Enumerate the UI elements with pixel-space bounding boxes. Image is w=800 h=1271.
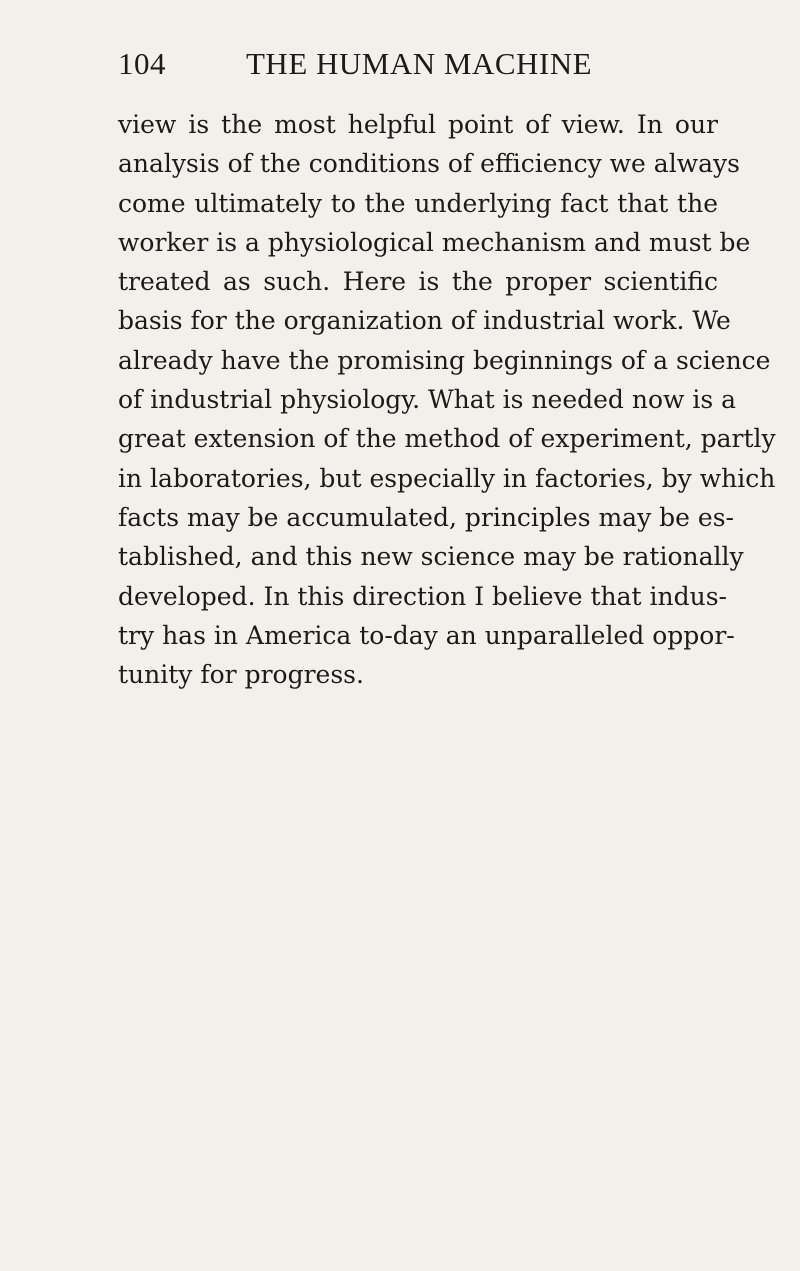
text-line: view is the most helpful point of view. In our [118, 110, 718, 139]
text-line: in laboratories, but especially in factories, by which [118, 463, 776, 493]
text-line: already have the promising beginnings of a science [118, 345, 771, 375]
body-paragraph [118, 105, 776, 694]
text-line: tablished, and this new science may be rationally [118, 542, 744, 572]
text-line: facts may be accumulated, principles may be es- [118, 502, 734, 532]
text-line: come ultimately to the underlying fact that the [118, 188, 718, 218]
text-line: treated as such. Here is the proper scientific [118, 267, 718, 297]
text-line: analysis of the conditions of efficiency we always [118, 149, 740, 179]
page-number: 104 [118, 46, 166, 81]
text-line: of industrial physiology. What is needed now is a [118, 385, 737, 415]
text-line: tunity for progress. [118, 660, 364, 690]
text-line: worker is a physiological mechanism and must be [118, 227, 751, 257]
text-line: basis for the organization of industrial work. We [118, 306, 731, 336]
running-title: THE HUMAN MACHINE [246, 46, 593, 81]
running-head [118, 44, 698, 84]
text-line: developed. In this direction I believe that indus- [118, 581, 727, 611]
text-line: try has in America to-day an unparalleled oppor- [118, 620, 735, 650]
text-line: great extension of the method of experiment, partly [118, 424, 776, 454]
